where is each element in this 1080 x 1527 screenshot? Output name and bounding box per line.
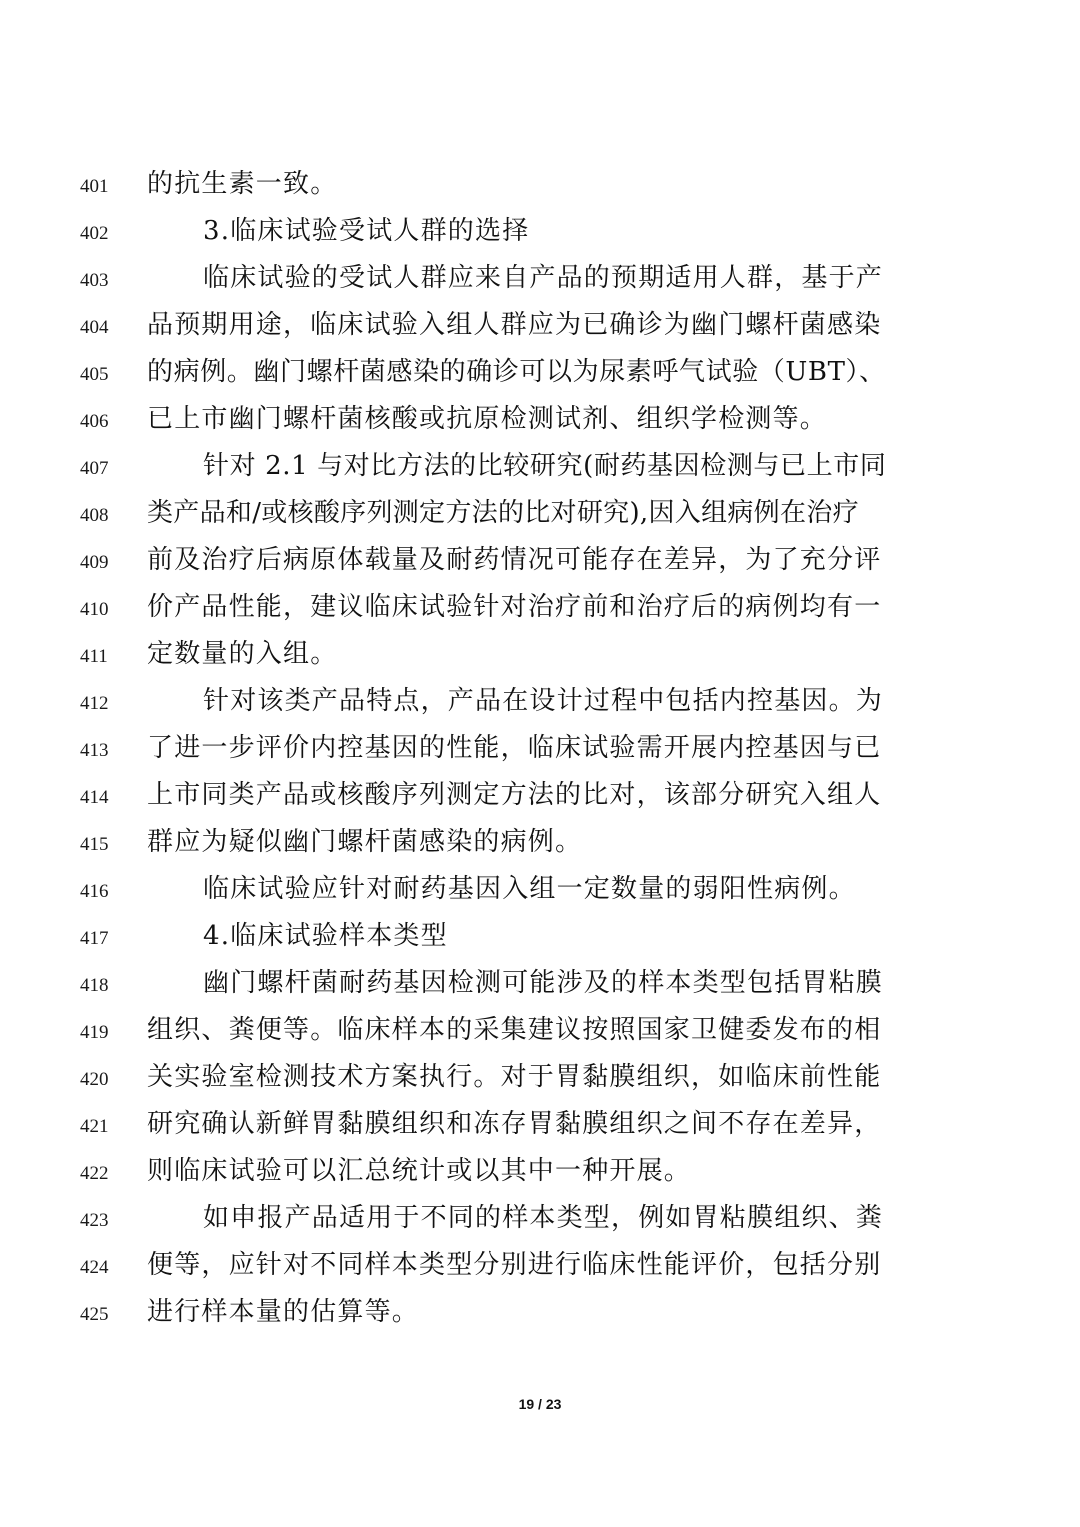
line-text: 定数量的入组。 (147, 639, 338, 669)
section-heading: 4.临床试验样本类型 (203, 921, 448, 951)
line-number: 408 (80, 505, 109, 526)
line-text: 了进一步评价内控基因的性能，临床试验需开展内控基因与已 (147, 733, 882, 763)
text-line (0, 258, 1080, 305)
line-text: 群应为疑似幽门螺杆菌感染的病例。 (147, 827, 583, 857)
text-line (0, 587, 1080, 634)
line-number: 413 (80, 740, 109, 761)
text-line (0, 822, 1080, 869)
text-line (0, 493, 1080, 540)
line-number: 401 (80, 176, 109, 197)
line-number: 425 (80, 1304, 109, 1325)
line-text: 类产品和/或核酸序列测定方法的比对研究),因入组病例在治疗 (147, 498, 859, 528)
line-text: 临床试验应针对耐药基因入组一定数量的弱阳性病例。 (203, 874, 856, 904)
line-number: 422 (80, 1163, 109, 1184)
line-text: 针对该类产品特点，产品在设计过程中包括内控基因。为 (203, 686, 884, 716)
line-number: 416 (80, 881, 109, 902)
text-line (0, 399, 1080, 446)
line-text: 的病例。幽门螺杆菌感染的确诊可以为尿素呼气试验（UBT）、 (147, 357, 886, 387)
line-text: 已上市幽门螺杆菌核酸或抗原检测试剂、组织学检测等。 (147, 404, 828, 434)
line-number: 414 (80, 787, 109, 808)
line-number: 406 (80, 411, 109, 432)
line-number: 418 (80, 975, 109, 996)
text-line (0, 540, 1080, 587)
line-number: 417 (80, 928, 109, 949)
text-line (0, 211, 1080, 258)
line-number: 405 (80, 364, 109, 385)
line-number: 409 (80, 552, 109, 573)
text-line (0, 352, 1080, 399)
line-text: 进行样本量的估算等。 (147, 1297, 420, 1327)
line-number: 412 (80, 693, 109, 714)
line-text: 幽门螺杆菌耐药基因检测可能涉及的样本类型包括胃粘膜 (203, 968, 884, 998)
text-line (0, 1198, 1080, 1245)
text-line (0, 164, 1080, 211)
line-number: 423 (80, 1210, 109, 1231)
line-number: 420 (80, 1069, 109, 1090)
text-line (0, 1151, 1080, 1198)
text-line (0, 305, 1080, 352)
text-line (0, 963, 1080, 1010)
text-line (0, 1245, 1080, 1292)
text-line (0, 728, 1080, 775)
text-line (0, 681, 1080, 728)
line-text: 上市同类产品或核酸序列测定方法的比对，该部分研究入组人 (147, 780, 882, 810)
line-text: 针对 2.1 与对比方法的比较研究(耐药基因检测与已上市同 (203, 451, 887, 481)
line-number: 411 (80, 646, 108, 667)
line-text: 则临床试验可以汇总统计或以其中一种开展。 (147, 1156, 692, 1186)
line-number: 421 (80, 1116, 109, 1137)
line-number: 424 (80, 1257, 109, 1278)
page-number: 19 / 23 (518, 1396, 562, 1412)
line-number: 419 (80, 1022, 109, 1043)
line-text: 的抗生素一致。 (147, 169, 338, 199)
text-line (0, 916, 1080, 963)
line-text: 价产品性能，建议临床试验针对治疗前和治疗后的病例均有一 (147, 592, 882, 622)
text-line (0, 634, 1080, 681)
line-text: 研究确认新鲜胃黏膜组织和冻存胃黏膜组织之间不存在差异， (147, 1109, 882, 1139)
text-line (0, 446, 1080, 493)
line-text: 组织、粪便等。临床样本的采集建议按照国家卫健委发布的相 (147, 1015, 882, 1045)
line-text: 品预期用途，临床试验入组人群应为已确诊为幽门螺杆菌感染 (147, 310, 882, 340)
text-line (0, 1057, 1080, 1104)
line-number: 403 (80, 270, 109, 291)
line-number: 415 (80, 834, 109, 855)
text-line (0, 1292, 1080, 1339)
line-number: 410 (80, 599, 109, 620)
text-line (0, 869, 1080, 916)
line-number: 407 (80, 458, 109, 479)
text-line (0, 1010, 1080, 1057)
line-text: 关实验室检测技术方案执行。对于胃黏膜组织，如临床前性能 (147, 1062, 882, 1092)
line-text: 临床试验的受试人群应来自产品的预期适用人群，基于产 (203, 263, 884, 293)
line-text: 如申报产品适用于不同的样本类型，例如胃粘膜组织、粪 (203, 1203, 884, 1233)
line-number: 402 (80, 223, 109, 244)
section-heading: 3.临床试验受试人群的选择 (203, 216, 530, 246)
line-number: 404 (80, 317, 109, 338)
text-line (0, 775, 1080, 822)
text-line (0, 1104, 1080, 1151)
line-text: 前及治疗后病原体载量及耐药情况可能存在差异，为了充分评 (147, 545, 882, 575)
line-text: 便等，应针对不同样本类型分别进行临床性能评价，包括分别 (147, 1250, 882, 1280)
